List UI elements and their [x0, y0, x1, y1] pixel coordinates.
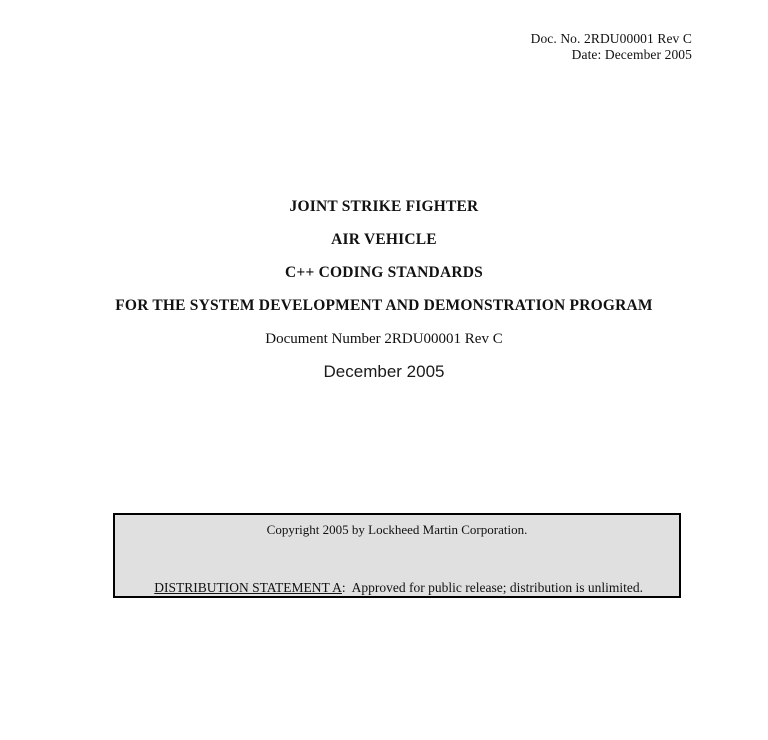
title-block [0, 199, 768, 382]
doc-number-header: Doc. No. 2RDU00001 Rev C [530, 31, 692, 46]
distribution-statement-label: DISTRIBUTION STATEMENT A [154, 580, 342, 595]
title-line-standards: C++ CODING STANDARDS [285, 264, 483, 281]
distribution-statement-text: : Approved for public release; distribution is unlimited. [341, 580, 643, 595]
document-number-line: Document Number 2RDU00001 Rev C [265, 331, 503, 347]
title-line-vehicle: AIR VEHICLE [331, 231, 437, 248]
document-date-line: December 2005 [323, 362, 445, 381]
distribution-statement-line [134, 564, 669, 612]
distribution-statement-box [113, 513, 681, 598]
title-line-program: JOINT STRIKE FIGHTER [289, 198, 479, 215]
copyright-line: Copyright 2005 by Lockheed Martin Corporation. [266, 522, 528, 537]
doc-date-header: Date: December 2005 [571, 47, 692, 62]
title-line-sdd-program: FOR THE SYSTEM DEVELOPMENT AND DEMONSTRATION PROGRAM [115, 297, 653, 314]
document-header [531, 31, 692, 63]
